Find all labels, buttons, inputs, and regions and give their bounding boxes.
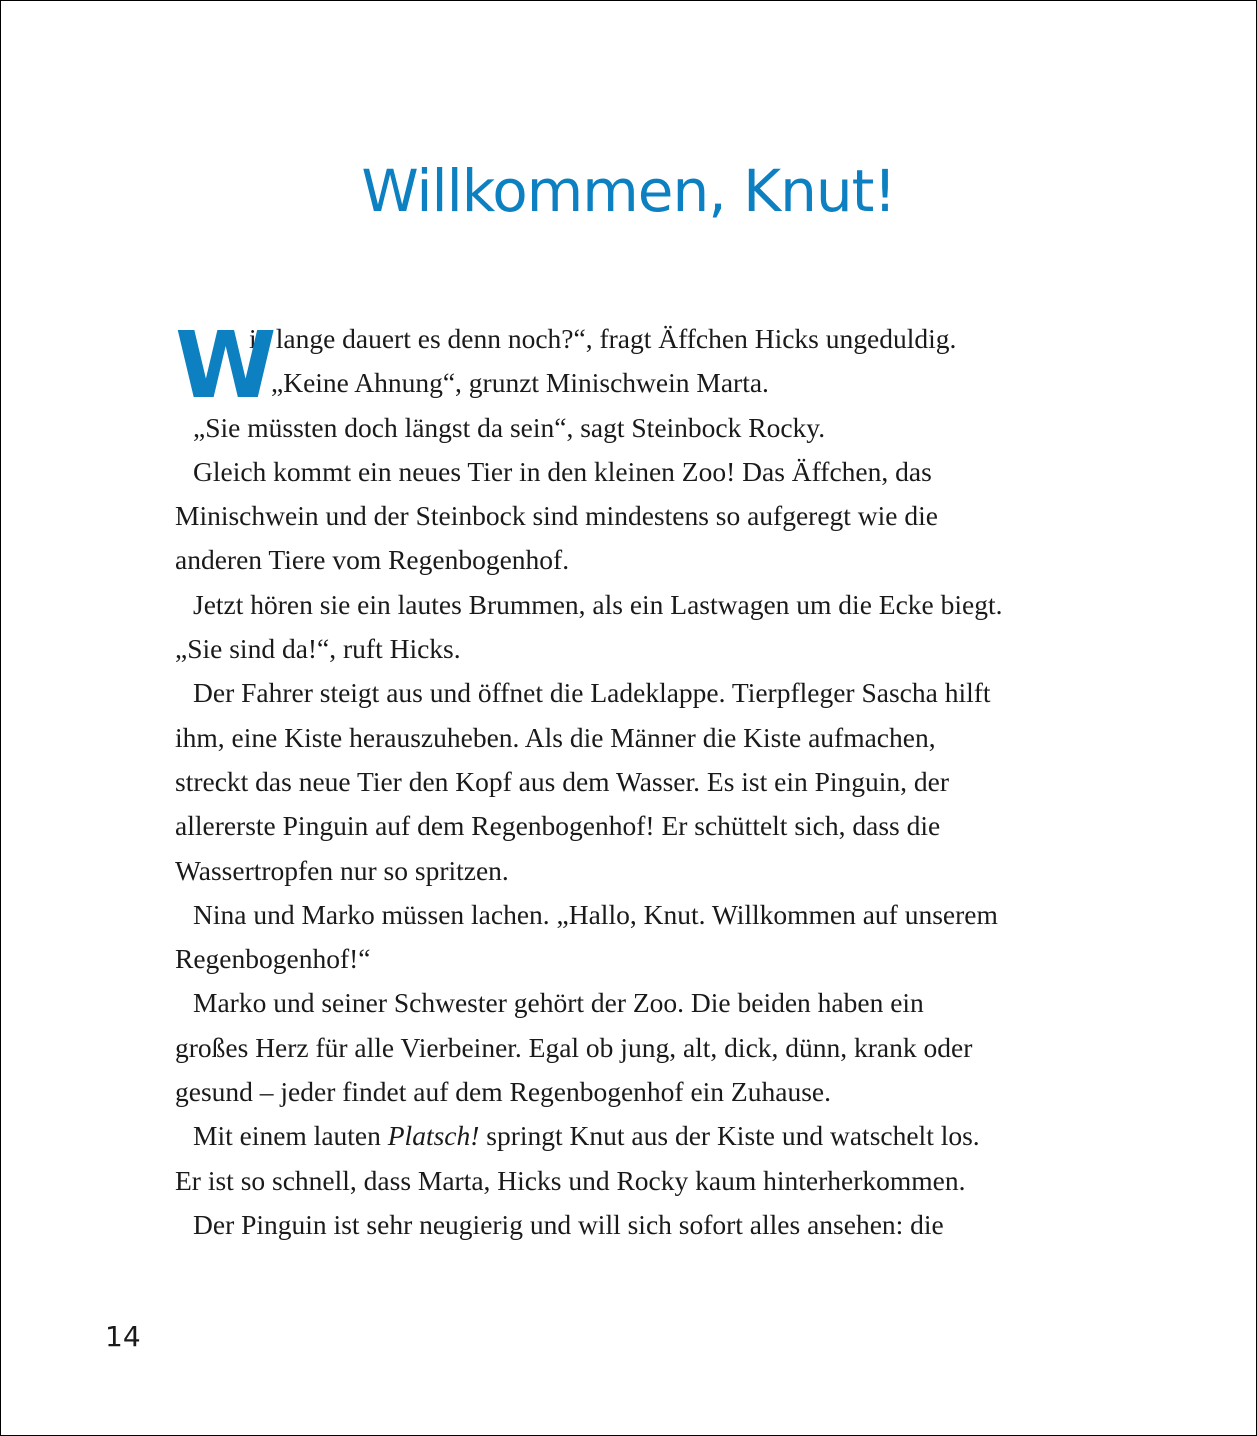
page-number: 14 [105,1320,141,1353]
text-line: Gleich kommt ein neues Tier in den kleinen Zoo! Das Äffchen, das [193,455,932,487]
text-line: Jetzt hören sie ein lautes Brummen, als ein Lastwagen um die Ecke biegt. [193,588,1003,620]
text-line: Der Fahrer steigt aus und öffnet die Ladeklappe. Tierpfleger Sascha hilft [193,677,991,709]
text-line: gesund – jeder findet auf dem Regenbogenhof ein Zuhause. [175,1076,831,1108]
text-line: Er ist so schnell, dass Marta, Hicks und Rocky kaum hinterherkommen. [175,1164,966,1196]
story-text [175,312,1145,1247]
text-line: ie lange dauert es denn noch?“, fragt Äffchen Hicks ungeduldig. [249,323,957,354]
text-line: „Sie müssten doch längst da sein“, sagt Steinbock Rocky. [193,411,826,443]
italic-sound-word: Platsch! [387,1120,480,1152]
text-line: „Keine Ahnung“, grunzt Minischwein Marta. [271,367,769,399]
text-segment: springt Knut aus der Kiste und watschelt los. [479,1120,980,1152]
text-line: streckt das neue Tier den Kopf aus dem Wasser. Es ist ein Pinguin, der [175,765,950,797]
text-line: Minischwein und der Steinbock sind mindestens so aufgeregt wie die [175,500,938,532]
text-line [175,1114,1145,1158]
text-line: Wassertropfen nur so spritzen. [175,854,509,886]
drop-cap: W [175,312,277,419]
text-segment: Mit einem lauten [193,1120,388,1152]
text-line: Der Pinguin ist sehr neugierig und will sich sofort alles ansehen: die [193,1208,944,1240]
text-line: „Sie sind da!“, ruft Hicks. [175,633,461,665]
text-line: Nina und Marko müssen lachen. „Hallo, Knut. Willkommen auf unserem [193,898,998,930]
text-line: Marko und seiner Schwester gehört der Zoo. Die beiden haben ein [193,987,924,1019]
text-line: ihm, eine Kiste herauszuheben. Als die Männer die Kiste aufmachen, [175,721,936,753]
text-line: großes Herz für alle Vierbeiner. Egal ob jung, alt, dick, dünn, krank oder [175,1031,973,1063]
text-line: allererste Pinguin auf dem Regenbogenhof! Er schüttelt sich, dass die [175,810,941,842]
text-line: Regenbogenhof!“ [175,943,371,975]
text-line: anderen Tiere vom Regenbogenhof. [175,544,570,576]
chapter-title: Willkommen, Knut! [361,157,896,225]
